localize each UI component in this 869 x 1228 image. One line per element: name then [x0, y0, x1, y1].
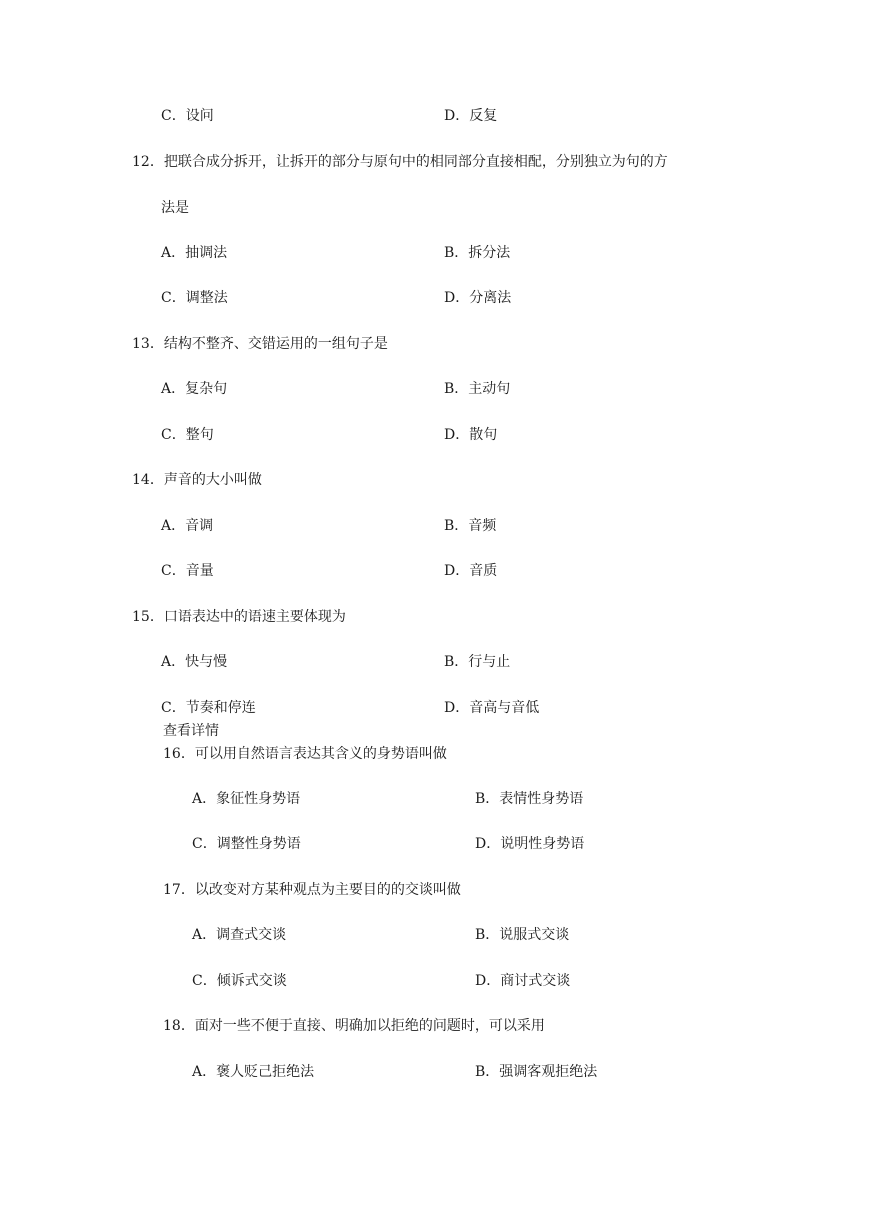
q12-option-b: B．拆分法	[444, 245, 511, 261]
q18-option-a: A．褒人贬己拒绝法	[192, 1064, 315, 1080]
q12-option-d: D．分离法	[444, 290, 512, 306]
q12-option-a: A．抽调法	[161, 245, 228, 261]
q15-option-b: B．行与止	[444, 654, 511, 670]
q17-option-c: C．倾诉式交谈	[192, 973, 287, 989]
q14-option-a: A．音调	[161, 518, 214, 534]
q11-option-c: C．设问	[161, 108, 214, 124]
q11-option-d: D．反复	[444, 108, 498, 124]
q15-option-c: C．节奏和停连	[161, 700, 256, 716]
q13-option-b: B．主动句	[444, 381, 511, 397]
q15-option-a: A．快与慢	[161, 654, 228, 670]
q14-option-d: D．音质	[444, 563, 498, 579]
q18-option-b: B．强调客观拒绝法	[475, 1064, 598, 1080]
q16-stem: 16．可以用自然语言表达其含义的身势语叫做	[163, 746, 447, 762]
q13-option-a: A．复杂句	[161, 381, 228, 397]
q15-stem: 15．口语表达中的语速主要体现为	[132, 609, 346, 625]
q14-stem: 14．声音的大小叫做	[132, 472, 262, 488]
q12-stem-line1: 12．把联合成分拆开，让拆开的部分与原句中的相同部分直接相配，分别独立为句的方	[132, 154, 668, 170]
q16-option-b: B．表情性身势语	[475, 791, 584, 807]
q16-option-a: A．象征性身势语	[192, 791, 301, 807]
q13-option-d: D．散句	[444, 427, 498, 443]
q14-option-c: C．音量	[161, 563, 214, 579]
q13-option-c: C．整句	[161, 427, 214, 443]
q17-option-a: A．调查式交谈	[192, 927, 287, 943]
q15-option-d: D．音高与音低	[444, 700, 540, 716]
q17-stem: 17．以改变对方某种观点为主要目的的交谈叫做	[163, 882, 461, 898]
q14-option-b: B．音频	[444, 518, 497, 534]
q13-stem: 13．结构不整齐、交错运用的一组句子是	[132, 336, 388, 352]
q18-stem: 18．面对一些不便于直接、明确加以拒绝的问题时，可以采用	[163, 1018, 545, 1034]
q17-option-b: B．说服式交谈	[475, 927, 570, 943]
q16-option-c: C．调整性身势语	[192, 836, 301, 852]
q12-option-c: C．调整法	[161, 290, 228, 306]
q12-stem-line2: 法是	[161, 200, 189, 216]
view-details-link[interactable]: 查看详情	[163, 723, 219, 739]
q16-option-d: D．说明性身势语	[475, 836, 585, 852]
q17-option-d: D．商讨式交谈	[475, 973, 571, 989]
